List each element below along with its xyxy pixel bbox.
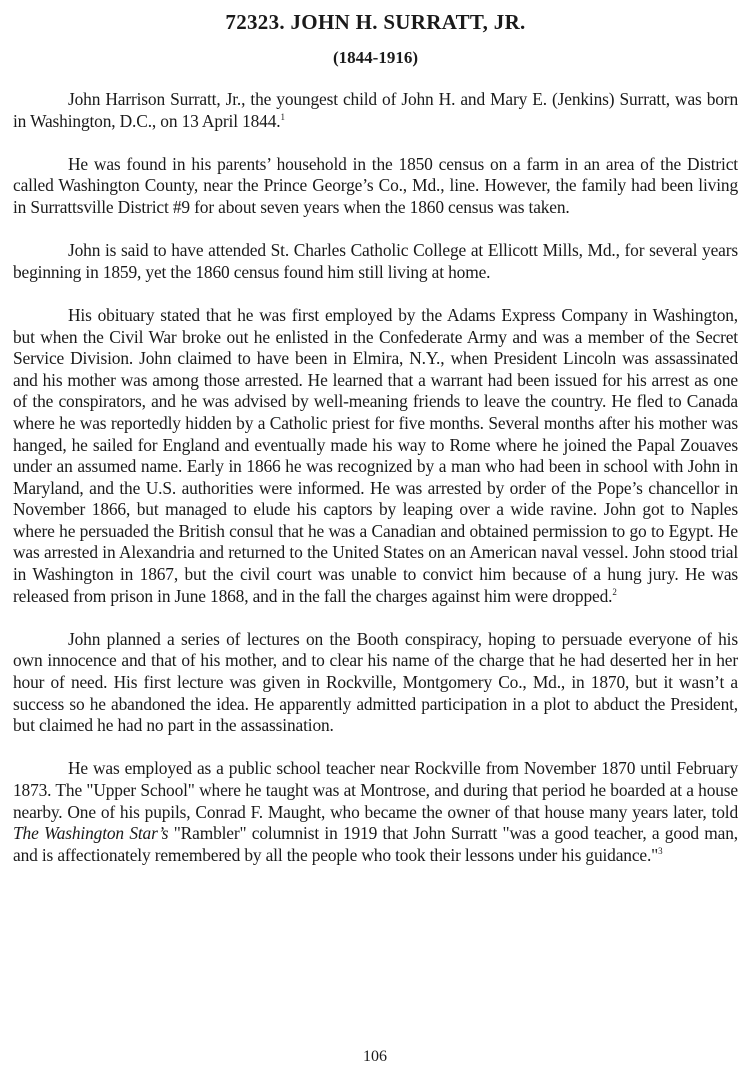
paragraph-civil-war <box>13 305 738 607</box>
paragraph-birth <box>13 89 738 132</box>
paragraph-text: He was employed as a public school teacher near Rockville from November 1870 until February 1873. The "Upper School" where he taught was at Montrose, and during that period he boarded at a house nearby. One of his pupils, Conrad F. Maught, who became the owner of that house many years later, told <box>13 758 738 822</box>
footnote-marker: 1 <box>280 111 285 122</box>
page-title: 72323. JOHN H. SURRATT, JR. <box>225 10 526 34</box>
footnote-marker: 3 <box>658 845 663 856</box>
newspaper-title: The Washington Star’s <box>13 823 169 844</box>
paragraph-education <box>13 240 738 283</box>
page-number: 106 <box>363 1048 387 1065</box>
paragraph-text: John Harrison Surratt, Jr., the youngest child of John H. and Mary E. (Jenkins) Surratt, was born in Washington, D.C., on 13 April 1844. <box>13 89 738 131</box>
paragraph-text: His obituary stated that he was first employed by the Adams Express Company in Washington, but when the Civil War broke out he enlisted in the Confederate Army and was a member of the Secret Service Division. John claimed to have been in Elmira, N.Y., when President Lincoln was assassinated and his mother was among those arrested. He learned that a warrant had been issued for his arrest as one of the conspirators, and he was advised by well-meaning friends to leave the country. He fled to Canada where he was reportedly hidden by a Catholic priest for five months. Several months after his mother was hanged, he sailed for England and eventually made his way to Rome where he joined the Papal Zouaves under an assumed name. Early in 1866 he was recognized by a man who had been in school with John in Maryland, and the U.S. authorities were informed. He was arrested by order of the Pope’s chancellor in November 1866, but managed to elude his captors by leaping over a wide ravine. John got to Naples where he persuaded the British consul that he was a Canadian and obtained permission to go to Egypt. He was arrested in Alexandria and returned to the United States on an American naval vessel. John stood trial in Washington in 1867, but the civil court was unable to convict him because of a hung jury. He was released from prison in June 1868, and in the fall the charges against him were dropped. <box>13 304 738 606</box>
paragraph-census <box>13 154 738 219</box>
document-body <box>13 89 738 866</box>
paragraph-text: He was found in his parents’ household in the 1850 census on a farm in an area of the District called Washington County, near the Prince George’s Co., Md., line. However, the family had been living in Surrattsville District #9 for about seven years when the 1860 census was taken. <box>13 153 738 217</box>
paragraph-teacher <box>13 758 738 866</box>
paragraph-text: John is said to have attended St. Charles Catholic College at Ellicott Mills, Md., for several years beginning in 1859, yet the 1860 census found him still living at home. <box>13 240 738 282</box>
paragraph-text: John planned a series of lectures on the Booth conspiracy, hoping to persuade everyone of his own innocence and that of his mother, and to clear his name of the charge that he had deserted her in her hour of need. His first lecture was given in Rockville, Montgomery Co., Md., in 1870, but it wasn’t a success so he abandoned the idea. He apparently admitted participation in a plot to abduct the President, but claimed he had no part in the assassination. <box>13 628 738 736</box>
paragraph-text: "Rambler" columnist in 1919 that John Surratt "was a good teacher, a good man, and is affectionately remembered by all the people who took their lessons under his guidance." <box>13 823 738 865</box>
life-dates: (1844-1916) <box>333 48 418 67</box>
footnote-marker: 2 <box>612 586 617 597</box>
paragraph-lectures <box>13 629 738 737</box>
